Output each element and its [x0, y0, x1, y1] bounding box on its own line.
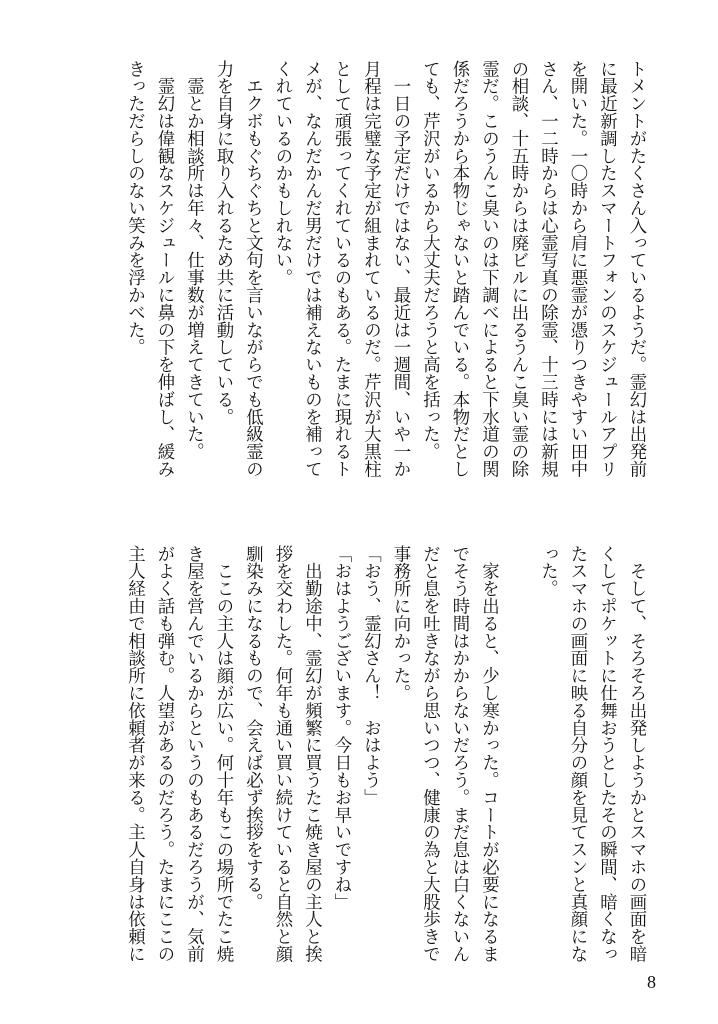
- text-line: だと息を吐きながら思いつつ、健康の為と大股歩きで: [419, 545, 440, 963]
- text-line: の相談、十五時からは廃ビルに出るうんこ臭い霊の除: [508, 60, 528, 478]
- text-line: 「おう、霊幻さん！ おはよう」: [360, 545, 381, 806]
- text-line: った。: [537, 545, 558, 598]
- text-line: 馴染みになるもので、会えば必ず挨拶をする。: [242, 545, 263, 911]
- text-line: [505, 545, 530, 965]
- text-line: トメントがたくさん入っているようだ。霊幻は出発前: [626, 60, 646, 478]
- text-line: さん、一二時からは心霊写真の除霊、十三時には新規: [537, 60, 558, 478]
- text-line: 出勤途中、霊幻が頻繁に買うたこ焼き屋の主人と挨: [301, 545, 322, 963]
- text-line: に最近新調したスマートフォンのスケジュールアプリ: [596, 60, 617, 478]
- text-line: メが、なんだかんだ男だけでは補えないものを補って: [301, 60, 322, 478]
- text-line: くしてポケットに仕舞おうとしたその瞬間、暗くなっ: [596, 545, 617, 963]
- text-line: 「おはようございます。今日もお早いですね」: [331, 545, 351, 911]
- upper-text-block: [68, 60, 648, 478]
- lower-text-block: [68, 545, 648, 965]
- text-line: きっただらしのない笑みを浮かべた。: [124, 60, 145, 356]
- text-line: 霊とか相談所は年々、仕事数が増えてきていた。: [183, 60, 204, 461]
- page-number: 8: [647, 972, 656, 992]
- text-line: として頑張ってくれているのもある。たまに現れるト: [331, 60, 351, 478]
- text-line: でそう時間はかからないだろう。まだ息は白くないん: [449, 545, 469, 963]
- text-line: 家を出ると、少し寒かった。コートが必要になるま: [478, 545, 499, 963]
- text-line: 霊幻は偉観なスケジュールに鼻の下を伸ばし、緩み: [154, 60, 174, 478]
- text-line: そして、そろそろ出発しようかとスマホの画面を暗: [626, 545, 646, 963]
- text-line: 一日の予定だけではない、最近は一週間、いや一か: [390, 60, 410, 478]
- text-line: たスマホの画面に映る自分の顔を見てスンと真顔にな: [567, 545, 587, 963]
- text-line: 事務所に向かった。: [390, 545, 410, 702]
- text-line: ても、芹沢がいるから大丈夫だろうと高を括った。: [419, 60, 440, 461]
- text-line: 力を自身に取り入れるため共に活動している。: [213, 60, 233, 426]
- text-line: き屋を営んでいるからというのもあるだろうが、気前: [183, 545, 204, 963]
- text-line: 月程は完璧な予定が組まれているのだ。芹沢が大黒柱: [360, 60, 381, 478]
- text-line: 係だろうから本物じゃないと踏んでいる。本物だとし: [449, 60, 469, 478]
- text-line: くれているのかもしれない。: [272, 60, 292, 287]
- text-line: がよく話も弾む。人望があるのだろう。たまにここの: [154, 545, 174, 963]
- text-line: 主人経由で相談所に依頼者が来る。主人自身は依頼に: [124, 545, 145, 963]
- text-line: エクボもぐちぐちと文句を言いながらでも低級霊の: [242, 60, 263, 478]
- text-line: 霊だ。このうんこ臭いのは下調べによると下水道の関: [478, 60, 499, 478]
- text-line: を開いた。一〇時から肩に悪霊が憑りつきやすい田中: [567, 60, 587, 478]
- text-line: ここの主人は顔が広い。何十年もこの場所でたこ焼: [213, 545, 233, 963]
- text-line: 拶を交わした。何年も通い買い続けていると自然と顔: [272, 545, 292, 963]
